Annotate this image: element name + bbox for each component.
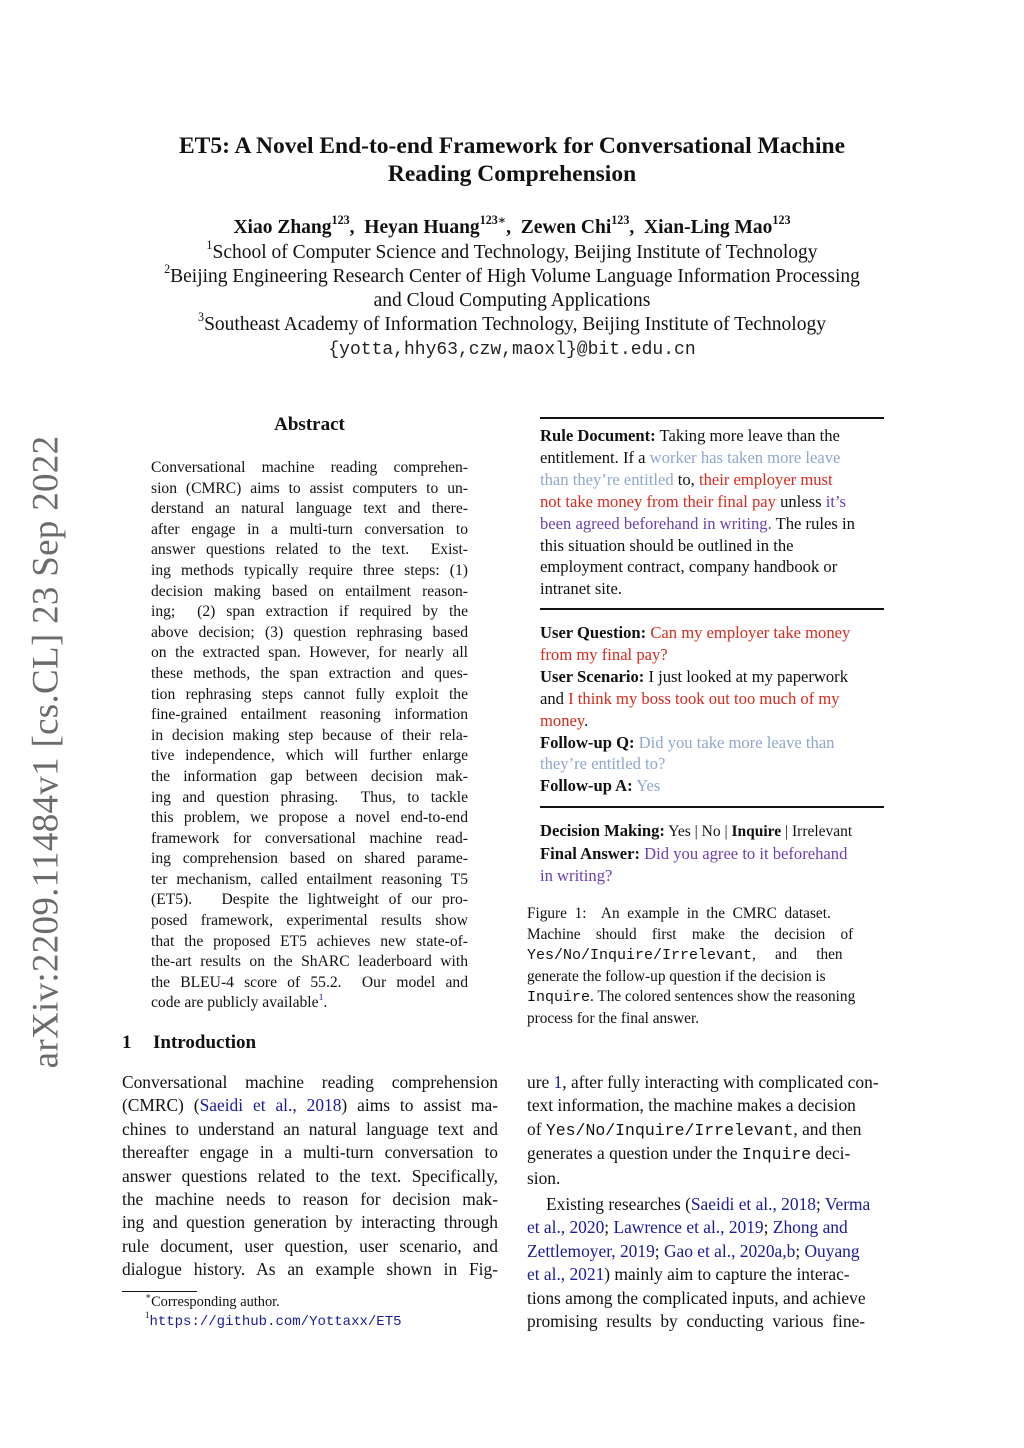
user-scenario-highlight: money — [540, 710, 585, 730]
user-scenario-highlight: I think my boss took out too much of my — [568, 688, 840, 708]
rule-text: employment contract, company handbook or — [540, 557, 838, 577]
text: . — [323, 994, 328, 1012]
abstract-line: ter mechanism, called entailment reasoning T5 — [151, 870, 468, 888]
intro-left-line — [122, 1211, 498, 1234]
user-question-text: Can my employer take money — [646, 623, 851, 642]
text: generates a question under the — [527, 1143, 742, 1164]
caption-text: . The colored sentences show the reasoning — [590, 988, 856, 1006]
rule-text: to, — [673, 469, 699, 489]
text: ; — [815, 1194, 825, 1215]
abstract-line: decision making based on entailment reason- — [151, 582, 468, 600]
rule-text: intranet site. — [540, 579, 623, 599]
text: Conversational machine reading comprehension — [122, 1072, 498, 1092]
corresponding-mark: ∗ — [497, 213, 507, 228]
figure-rule-top — [540, 417, 884, 419]
text: dialogue history. As an example shown in Fig- — [122, 1259, 498, 1280]
author-name: Heyan Huang — [364, 217, 480, 238]
abstract-line: sion (CMRC) aims to assist computers to un- — [151, 479, 468, 497]
paper-title-line-2: Reading Comprehension — [387, 161, 637, 187]
intro-left-line — [122, 1141, 498, 1164]
caption-line: Machine should first make the decision of — [527, 925, 854, 943]
decision-sep: | — [720, 823, 732, 840]
author-affil: 123 — [611, 213, 630, 228]
abstract-line: above decision; (3) question rephrasing based — [151, 623, 468, 641]
text: code are publicly available — [151, 994, 319, 1012]
intro-left-line — [122, 1188, 498, 1211]
intro-left-line — [122, 1165, 498, 1188]
caption-line: generate the follow-up question if the decision is — [527, 967, 826, 985]
intro-right-line — [527, 1142, 902, 1166]
user-question-text: from my final pay? — [540, 644, 668, 664]
author-affil: 123 — [772, 213, 791, 228]
abstract-line: (ET5). Despite the lightweight of our pro- — [151, 891, 468, 909]
follow-up-a-text: Yes — [632, 776, 661, 796]
author-affil: 123 — [479, 213, 498, 228]
author-emails: {yotta,hhy63,czw,maoxl}@bit.edu.cn — [328, 340, 696, 360]
text: (CMRC) ( — [122, 1095, 200, 1116]
decision-block — [540, 820, 884, 887]
user-question-label: User Question: — [540, 623, 647, 642]
follow-up-a-label: Follow-up A: — [540, 776, 633, 796]
abstract-line: fine-grained entailment reasoning information — [151, 706, 468, 724]
caption-line: process for the final answer. — [527, 1009, 700, 1027]
abstract-line: framework for conversational machine read- — [151, 829, 468, 847]
author-affil: 123 — [331, 213, 350, 228]
intro-right-line — [527, 1118, 902, 1142]
decision-sep: | — [690, 823, 702, 840]
rule-text: entitlement. If a — [540, 447, 650, 467]
text: , after fully interacting with complicated con- — [562, 1072, 879, 1092]
follow-up-q-text: they’re entitled to? — [540, 754, 666, 774]
citation-link[interactable]: Lawrence et al., 2019 — [613, 1217, 764, 1238]
text: ) mainly aim to capture the interac- — [604, 1264, 850, 1285]
abstract-line: these methods, the span extraction and ques- — [151, 664, 468, 682]
rule-text: Taking more leave than the — [655, 426, 840, 445]
decision-sep: | — [781, 823, 792, 840]
citation-link[interactable]: et al., 2021 — [527, 1264, 605, 1285]
abstract-line: in decision making step because of their rela- — [151, 726, 468, 744]
intro-right-line: sion. — [527, 1167, 561, 1188]
final-answer-text: Did you agree to it beforehand — [640, 843, 848, 863]
intro-right-line — [527, 1263, 902, 1286]
text: thereafter engage in a multi-turn conversation to — [122, 1142, 498, 1163]
abstract-line: Conversational machine reading comprehen- — [151, 459, 468, 476]
inline-code: Inquire — [741, 1145, 812, 1165]
abstract-line: this problem, we propose a novel end-to-end — [151, 809, 468, 827]
intro-right-line: tions among the complicated inputs, and achieve — [527, 1287, 866, 1308]
decision-option: Irrelevant — [792, 823, 853, 840]
final-answer-text: in writing? — [540, 865, 613, 885]
intro-right-column — [527, 1071, 902, 1333]
user-scenario-label: User Scenario: — [540, 666, 645, 686]
abstract-heading: Abstract — [274, 414, 345, 435]
intro-right-line — [527, 1071, 902, 1094]
intro-left-column — [122, 1071, 498, 1282]
text: of — [527, 1118, 546, 1139]
rule-doc-label: Rule Document: — [540, 426, 656, 445]
abstract-line: the-art results on the ShARC leaderboard with — [151, 953, 468, 971]
abstract-line: on the extracted span. However, for nearly all — [151, 644, 468, 662]
intro-left-line — [122, 1258, 498, 1281]
caption-text: , and then — [752, 946, 843, 964]
intro-left-line — [122, 1071, 498, 1094]
citation-link[interactable]: Saeidi et al., 2018 — [690, 1194, 816, 1215]
abstract-body — [151, 458, 468, 1014]
text: ; — [763, 1217, 773, 1238]
author-name: Xian-Ling Mao — [644, 217, 773, 238]
abstract-line: ing and question phrasing. Thus, to tackle — [151, 788, 468, 806]
text: ure — [527, 1072, 554, 1092]
affiliation-text: Southeast Academy of Information Technology, Beijing Institute of Technology — [204, 314, 826, 335]
citation-link[interactable]: Gao et al., 2020a,b — [663, 1240, 796, 1261]
user-scenario-text: I just looked at my paperwork — [644, 666, 848, 686]
text: ; — [604, 1217, 614, 1238]
affiliation-1 — [120, 238, 904, 265]
text: ) aims to assist ma- — [341, 1095, 499, 1116]
intro-left-line — [122, 1094, 498, 1117]
user-scenario-text: . — [584, 710, 589, 730]
footnote-2 — [145, 1310, 402, 1330]
section-heading: Introduction — [153, 1032, 257, 1053]
text: the machine needs to reason for decision mak- — [122, 1189, 498, 1210]
text: ing and question generation by interacting through — [122, 1212, 498, 1233]
text: deci- — [811, 1143, 851, 1164]
caption-line: Figure 1: An example in the CMRC dataset. — [527, 905, 831, 922]
decision-option: No — [701, 823, 721, 840]
rule-text: this situation should be outlined in the — [540, 535, 794, 555]
caption-code: Inquire — [527, 989, 591, 1007]
rule-highlight: been agreed beforehand in writing. — [540, 513, 772, 533]
text: answer questions related to the text. Specifically, — [122, 1165, 498, 1186]
user-inputs-block — [540, 622, 884, 797]
abstract-line: ing; (2) span extraction if required by the — [151, 603, 468, 621]
arxiv-stamp — [10, 435, 82, 1069]
intro-right-line — [527, 1216, 902, 1239]
caption-code: Yes/No/Inquire/Irrelevant — [527, 947, 753, 965]
abstract-line: posed framework, experimental results show — [151, 912, 468, 930]
citation-link[interactable]: Ouyang — [804, 1240, 860, 1261]
rule-highlight: worker has taken more leave — [649, 447, 841, 467]
footnote-mark: ∗ — [145, 1291, 152, 1302]
abstract-line: the information gap between decision mak- — [151, 767, 468, 785]
intro-right-line: promising results by conducting various fine- — [527, 1311, 866, 1332]
follow-up-q-label: Follow-up Q: — [540, 732, 635, 752]
rule-highlight: it’s — [825, 491, 847, 511]
user-scenario-text: and — [540, 688, 569, 708]
text: rule document, user question, user scenario, and — [122, 1235, 498, 1256]
intro-right-line — [527, 1193, 902, 1216]
figure-ref-link[interactable]: 1 — [553, 1072, 563, 1092]
github-link[interactable]: https://github.com/Yottaxx/ET5 — [149, 1314, 402, 1330]
abstract-line — [151, 993, 468, 1014]
inline-code: Yes/No/Inquire/Irrelevant — [545, 1120, 794, 1140]
affil-mark: 1 — [206, 238, 213, 253]
affiliation-2 — [120, 262, 904, 289]
footnote-1 — [145, 1291, 280, 1311]
figure-caption — [527, 904, 902, 1030]
intro-right-line — [527, 1240, 902, 1263]
affiliation-2-cont: and Cloud Computing Applications — [373, 290, 651, 311]
abstract-line: derstand an natural language text and there- — [151, 500, 468, 518]
affil-mark: 3 — [198, 310, 205, 325]
affiliation-text: Beijing Engineering Research Center of High Volume Language Information Processing — [170, 266, 860, 287]
intro-left-line — [122, 1235, 498, 1258]
decision-label: Decision Making: — [540, 821, 665, 840]
abstract-line: ing comprehension based on shared parame- — [151, 850, 468, 868]
final-answer-label: Final Answer: — [540, 843, 641, 863]
rule-highlight: their employer must — [698, 469, 833, 489]
citation-link[interactable]: Zhong and — [772, 1217, 848, 1238]
text: ; — [795, 1240, 805, 1261]
caption-line — [527, 945, 902, 967]
abstract-line: tive independence, which will further enlarge — [151, 747, 468, 765]
affiliation-3 — [120, 310, 904, 337]
abstract-line: tion rephrasing steps cannot fully exploit the — [151, 685, 468, 703]
caption-line — [527, 987, 902, 1009]
footnote-divider — [122, 1291, 197, 1292]
citation-link[interactable]: Saeidi et al., 2018 — [199, 1095, 342, 1116]
footnote-ref-link[interactable]: 1 — [318, 992, 324, 1004]
arxiv-stamp-text: arXiv:2209.11484v1 [cs.CL] 23 Sep 2022 — [25, 435, 67, 1069]
intro-right-line: text information, the machine makes a decision — [527, 1095, 856, 1116]
text: ; — [654, 1240, 664, 1261]
affil-mark: 2 — [164, 262, 171, 277]
abstract-line: ing methods typically require three steps: (1) — [151, 561, 468, 579]
citation-link[interactable]: et al., 2020 — [527, 1217, 605, 1238]
abstract-line: answer questions related to the text. Exist- — [151, 541, 468, 559]
figure-rule-mid-2 — [540, 806, 884, 808]
text: , and then — [793, 1118, 862, 1139]
section-number: 1 — [122, 1032, 132, 1053]
footnote-text: Corresponding author. — [151, 1294, 280, 1310]
rule-text: unless — [775, 491, 826, 511]
decision-option-selected: Inquire — [731, 823, 782, 840]
affiliation-text: School of Computer Science and Technology, Beijing Institute of Technology — [212, 242, 818, 263]
text: Existing researches ( — [546, 1194, 691, 1215]
abstract-line: after engage in a multi-turn conversation to — [151, 520, 468, 538]
author-list: Xiao Zhang$^{123}$, Heyan Huang$^{123∗}$, Zewen Chi$^{123}$, Xian-Ling Mao$^{123}$ — [233, 213, 791, 238]
rule-highlight: not take money from their final pay — [540, 491, 776, 511]
abstract-line: that the proposed ET5 achieves new state-of- — [151, 932, 468, 950]
follow-up-q-text: Did you take more leave than — [634, 732, 835, 752]
citation-link[interactable]: Verma — [824, 1194, 871, 1215]
rule-highlight: than they’re entitled — [540, 469, 674, 489]
paper-title-line-1: ET5: A Novel End-to-end Framework for Conversational Machine — [178, 133, 846, 159]
author-name: Zewen Chi — [520, 217, 612, 238]
text: chines to understand an natural language text and — [122, 1118, 498, 1139]
rule-document-block — [540, 425, 884, 600]
abstract-line: the BLEU-4 score of 55.2. Our model and — [151, 973, 468, 991]
footnote-mark: 1 — [145, 1310, 150, 1321]
decision-option: Yes — [664, 823, 691, 840]
figure-rule-mid-1 — [540, 608, 884, 610]
author-name: Xiao Zhang — [233, 217, 332, 238]
intro-left-line — [122, 1118, 498, 1141]
rule-text: The rules in — [771, 513, 855, 533]
citation-link[interactable]: Zettlemoyer, 2019 — [527, 1240, 655, 1261]
